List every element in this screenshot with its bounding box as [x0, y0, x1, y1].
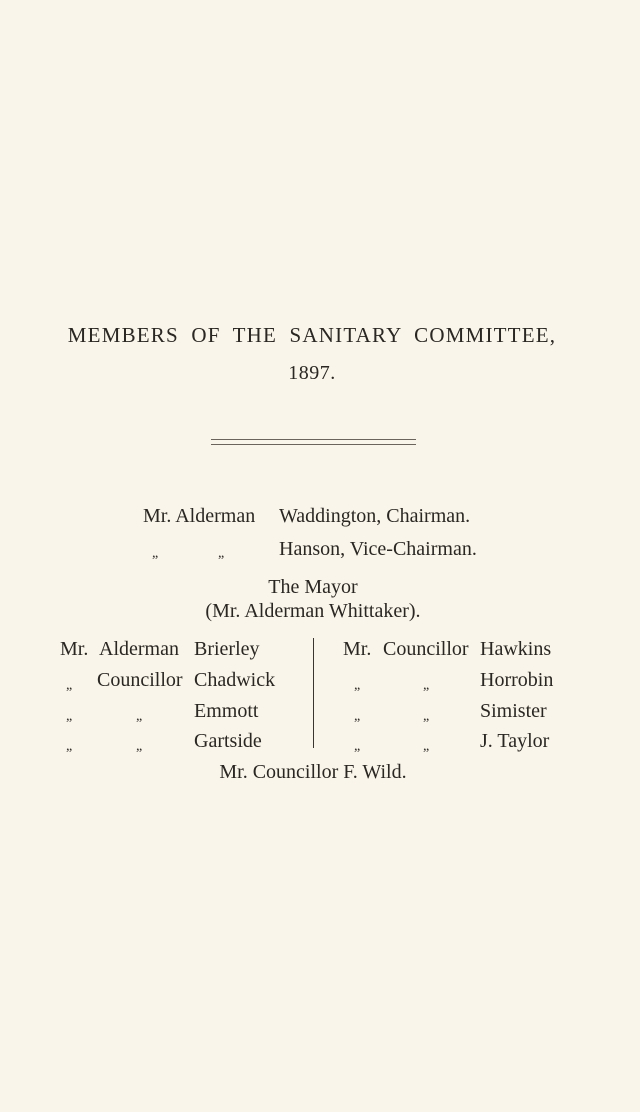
- left-row-1-title-b: Alderman: [99, 638, 179, 660]
- document-title: MEMBERS OF THE SANITARY COMMITTEE,: [67, 323, 557, 347]
- double-rule-divider: [211, 439, 416, 445]
- mayor-name-line: (Mr. Alderman Whittaker).: [205, 600, 421, 622]
- right-row-2-title-b: „: [423, 678, 430, 693]
- vice-chairman-ditto-2: „: [218, 546, 225, 561]
- left-row-1-title-a: Mr.: [60, 638, 89, 660]
- vice-chairman-ditto-1: „: [152, 546, 159, 561]
- vice-chairman-name: Hanson, Vice-Chairman.: [279, 538, 477, 560]
- right-row-1-title-b: Councillor: [383, 638, 469, 660]
- column-divider: [313, 638, 314, 748]
- left-row-2-title-a: „: [66, 678, 73, 693]
- right-row-1-title-a: Mr.: [343, 638, 372, 660]
- right-row-4-title-a: „: [354, 739, 361, 754]
- right-row-4-name: J. Taylor: [480, 730, 550, 752]
- left-row-4-name: Gartside: [194, 730, 262, 752]
- right-row-4-title-b: „: [423, 739, 430, 754]
- right-row-1-name: Hawkins: [480, 638, 552, 660]
- right-row-2-name: Horrobin: [480, 669, 554, 691]
- left-row-3-name: Emmott: [194, 700, 259, 722]
- chairman-name: Waddington, Chairman.: [279, 505, 471, 527]
- left-row-2-title-b: Councillor: [97, 669, 183, 691]
- right-row-3-title-b: „: [423, 709, 430, 724]
- right-row-2-title-a: „: [354, 678, 361, 693]
- chairman-prefix: Mr. Alderman: [143, 505, 256, 527]
- document-year: 1897.: [288, 362, 336, 384]
- right-row-3-title-a: „: [354, 709, 361, 724]
- left-row-2-name: Chadwick: [194, 669, 276, 691]
- left-row-3-title-a: „: [66, 709, 73, 724]
- mayor-line: The Mayor: [268, 576, 358, 598]
- right-row-3-name: Simister: [480, 700, 547, 722]
- footer-member-line: Mr. Councillor F. Wild.: [219, 761, 407, 783]
- left-row-3-title-b: „: [136, 709, 143, 724]
- left-row-1-name: Brierley: [194, 638, 260, 660]
- left-row-4-title-a: „: [66, 739, 73, 754]
- left-row-4-title-b: „: [136, 739, 143, 754]
